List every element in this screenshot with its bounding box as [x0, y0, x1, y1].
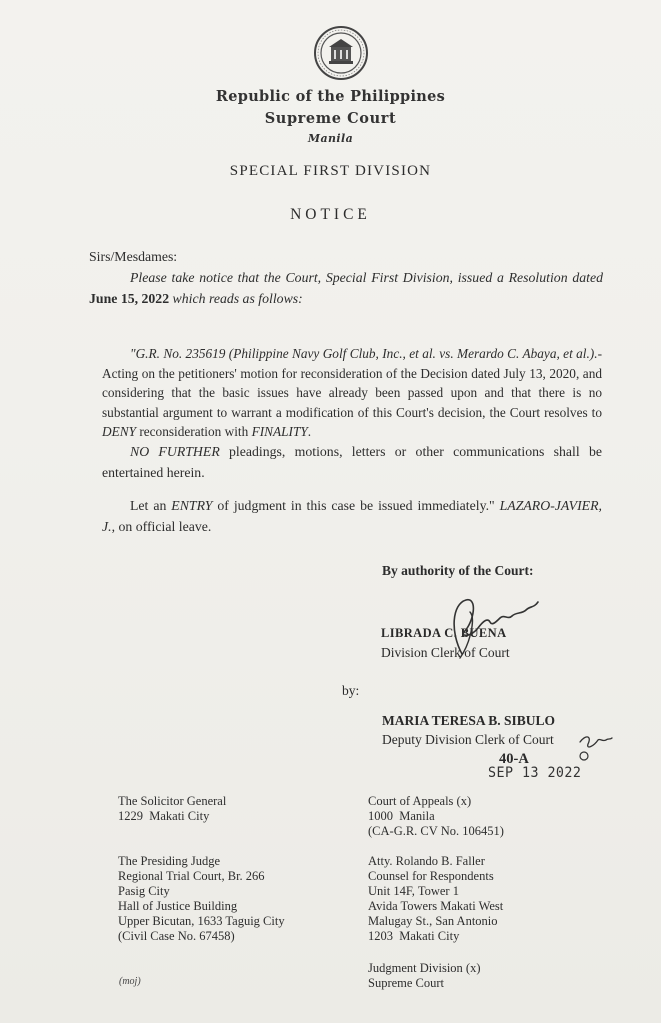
clerk-title: Division Clerk of Court: [381, 645, 510, 660]
handwritten-initials: [578, 728, 614, 764]
justice-name: LAZARO-JAVIER, J.: [102, 498, 602, 534]
resolution-date: June 15, 2022: [89, 291, 170, 306]
deputy-name: MARIA TERESA B. SIBULO: [382, 713, 556, 728]
no-further-text: pleadings, motions, letters or other communications shall be entertained herein.: [102, 444, 602, 480]
clerk-name: LIBRADA C. BUENA: [381, 626, 507, 640]
address-solicitor-general: The Solicitor General 1229 Makati City: [118, 794, 227, 823]
address-court-of-appeals: Court of Appeals (x) 1000 Manila (CA-G.R. CV No. 106451): [368, 794, 504, 838]
intro-text-end: which reads as follows:: [169, 291, 303, 306]
salutation: Sirs/Mesdames:: [89, 249, 178, 264]
entry-text-2: of judgment in this case be issued immediately.": [212, 498, 500, 513]
resolution-paragraph: [102, 344, 602, 442]
typist-initials: (moj): [119, 976, 141, 987]
entry-paragraph: [102, 495, 602, 537]
case-reference: "G.R. No. 235619 (Philippine Navy Golf Club, Inc., et al. vs. Merardo C. Abaya, et al.).: [130, 346, 598, 361]
supreme-court-seal-icon: [313, 25, 369, 81]
no-further-paragraph: [102, 441, 602, 483]
intro-text: Please take notice that the Court, Special First Division, issued a Resolution dated: [130, 270, 603, 285]
header-republic: Republic of the Philippines: [215, 88, 446, 105]
no-further-emphasis: NO FURTHER: [130, 444, 220, 459]
resolution-text-3: .: [307, 424, 312, 439]
handwritten-signature: [430, 592, 550, 664]
by-label: by:: [342, 683, 360, 698]
header-court: Supreme Court: [264, 110, 397, 127]
address-presiding-judge: The Presiding Judge Regional Trial Court, Br. 266 Pasig City Hall of Justice Building Upper Bicutan, 1633 Taguig City (Civil Case No. 67458): [118, 854, 285, 943]
date-stamp: SEP 13 2022: [488, 765, 582, 781]
resolution-text: - Acting on the petitioners' motion for reconsideration of the Decision dated July 13, 2020, and considering that the basic issues have already been passed upon and that there is no substantial argument to warrant a modification of this Court's decision, the Court resolves to: [102, 346, 602, 420]
finality-word: FINALITY: [251, 424, 308, 439]
deny-word: DENY: [102, 424, 136, 439]
resolution-text-2: reconsideration with: [136, 424, 252, 439]
deputy-title: Deputy Division Clerk of Court: [382, 732, 554, 747]
header-city: Manila: [307, 132, 354, 145]
entry-emphasis: ENTRY: [171, 498, 213, 513]
office-code: 40-A: [499, 751, 529, 767]
notice-title: NOTICE: [290, 206, 371, 223]
address-judgment-division: Judgment Division (x) Supreme Court: [368, 961, 481, 990]
address-counsel: Atty. Rolando B. Faller Counsel for Respondents Unit 14F, Tower 1 Avida Towers Makati West Malugay St., San Antonio 1203 Makati City: [368, 854, 504, 943]
division-title: SPECIAL FIRST DIVISION: [229, 163, 432, 179]
intro-paragraph: [89, 267, 603, 309]
authority-line: By authority of the Court:: [382, 563, 534, 578]
entry-text-3: , on official leave.: [111, 519, 212, 534]
entry-text: Let an: [130, 498, 172, 513]
